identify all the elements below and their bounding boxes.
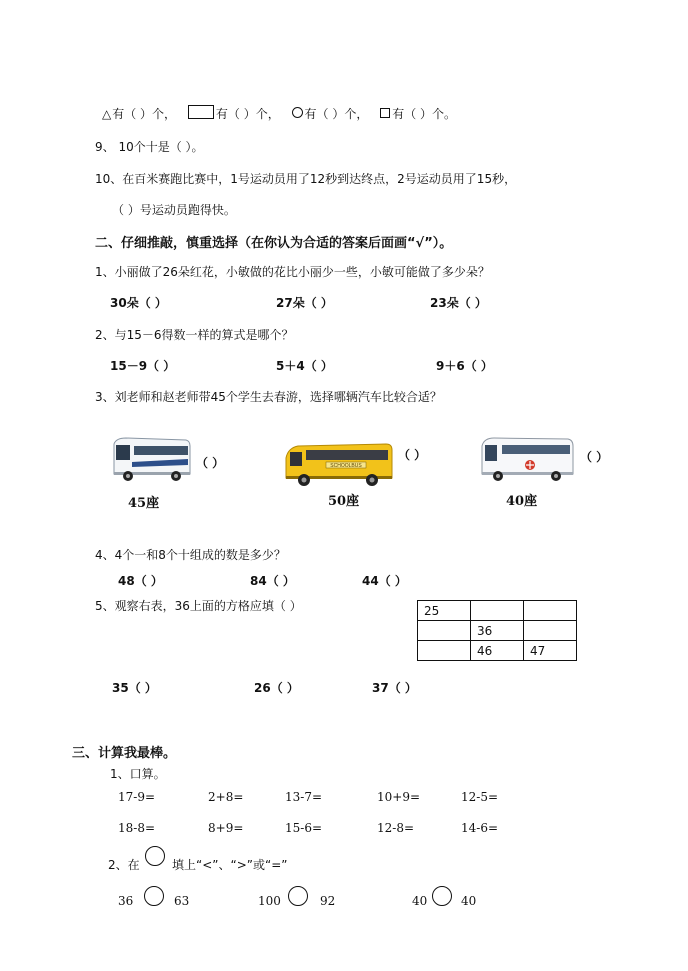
square-count-label: 有（ ）个。 xyxy=(392,107,457,121)
calc-1-2: 2+8= xyxy=(208,790,244,804)
q4-option-a: 48（ ） xyxy=(118,574,163,588)
compare-3-circle[interactable] xyxy=(432,886,452,906)
section2-q2-text: 2、与15－6得数一样的算式是哪个？ xyxy=(95,328,294,342)
grid-cell: 25 xyxy=(418,601,471,621)
bus-2-paren: （ ） xyxy=(398,448,427,462)
circle-icon xyxy=(292,107,303,118)
rectangle-count-label: 有（ ）个， xyxy=(215,107,280,121)
grid-cell xyxy=(524,621,577,641)
calc-2-2: 8+9= xyxy=(208,821,244,835)
bus-45-seat-image xyxy=(108,432,192,486)
square-icon xyxy=(380,108,390,118)
rectangle-icon xyxy=(188,105,214,119)
q5-option-a: 35（ ） xyxy=(112,681,157,695)
question-9: 9、 10个十是（ ）。 xyxy=(95,140,204,154)
section3-sub1: 1、口算。 xyxy=(110,767,166,781)
q1-option-a: 30朵（ ） xyxy=(110,296,167,310)
grid-cell xyxy=(418,641,471,661)
school-bus-sign-text: SCHOOLBUS xyxy=(330,463,362,469)
q2-option-a: 15－9（ ） xyxy=(110,359,176,373)
calc-2-1: 18-8= xyxy=(118,821,156,835)
section2-q4-text: 4、4个一和8个十组成的数是多少？ xyxy=(95,548,286,562)
grid-cell xyxy=(471,601,524,621)
compare-2-circle[interactable] xyxy=(288,886,308,906)
q2-option-c: 9＋6（ ） xyxy=(436,359,493,373)
calc-1-1: 17-9= xyxy=(118,790,156,804)
triangle-count-label: 有（ ）个， xyxy=(112,107,177,121)
section-2-heading: 二、仔细推敲，慎重选择（在你认为合适的答案后面画“√”）。 xyxy=(95,236,453,251)
triangle-icon: △ xyxy=(102,107,112,121)
bus-3-paren: （ ） xyxy=(580,450,609,464)
grid-cell xyxy=(524,601,577,621)
compare-3-left: 40 xyxy=(412,894,428,908)
q4-option-c: 44（ ） xyxy=(362,574,407,588)
calc-2-5: 14-6= xyxy=(461,821,499,835)
bus-40-seat-image xyxy=(478,432,576,486)
compare-3-right: 40 xyxy=(461,894,477,908)
section3-sub2-prefix: 2、在 xyxy=(108,858,140,872)
calc-1-4: 10+9= xyxy=(377,790,421,804)
number-grid-table xyxy=(417,600,577,661)
compare-1-circle[interactable] xyxy=(144,886,164,906)
question-10-line1: 10、在百米赛跑比赛中，1号运动员用了12秒到达终点，2号运动员用了15秒， xyxy=(95,172,517,186)
compare-circle-icon xyxy=(145,846,165,866)
q4-option-b: 84（ ） xyxy=(250,574,295,588)
calc-1-5: 12-5= xyxy=(461,790,499,804)
grid-cell: 46 xyxy=(471,641,524,661)
grid-cell: 47 xyxy=(524,641,577,661)
bus-50-seat-image xyxy=(282,438,394,488)
q2-option-b: 5＋4（ ） xyxy=(276,359,333,373)
q1-option-c: 23朵（ ） xyxy=(430,296,487,310)
q5-option-b: 26（ ） xyxy=(254,681,299,695)
calc-2-3: 15-6= xyxy=(285,821,323,835)
grid-cell: 36 xyxy=(471,621,524,641)
circle-count-label: 有（ ）个， xyxy=(304,107,369,121)
q1-option-b: 27朵（ ） xyxy=(276,296,333,310)
section3-sub2-suffix: 填上“<”、“>”或“=” xyxy=(172,858,288,872)
section2-q5-text: 5、观察右表，36上面的方格应填（ ） xyxy=(95,599,302,613)
section2-q3-text: 3、刘老师和赵老师带45个学生去春游，选择哪辆汽车比较合适？ xyxy=(95,390,442,404)
calc-2-4: 12-8= xyxy=(377,821,415,835)
question-10-line2: （ ）号运动员跑得快。 xyxy=(112,203,236,217)
section2-q1-text: 1、小丽做了26朵红花，小敏做的花比小丽少一些，小敏可能做了多少朵？ xyxy=(95,265,490,279)
bus-3-seats: 40座 xyxy=(506,494,538,509)
bus-1-paren: （ ） xyxy=(196,456,225,470)
section-3-heading: 三、计算我最棒。 xyxy=(72,746,177,761)
bus-1-seats: 45座 xyxy=(128,496,160,511)
compare-2-right: 92 xyxy=(320,894,336,908)
bus-2-seats: 50座 xyxy=(328,494,360,509)
calc-1-3: 13-7= xyxy=(285,790,323,804)
compare-1-right: 63 xyxy=(174,894,190,908)
shapes-count-line xyxy=(102,105,456,122)
grid-cell xyxy=(418,621,471,641)
q5-option-c: 37（ ） xyxy=(372,681,417,695)
compare-2-left: 100 xyxy=(258,894,281,908)
compare-1-left: 36 xyxy=(118,894,134,908)
